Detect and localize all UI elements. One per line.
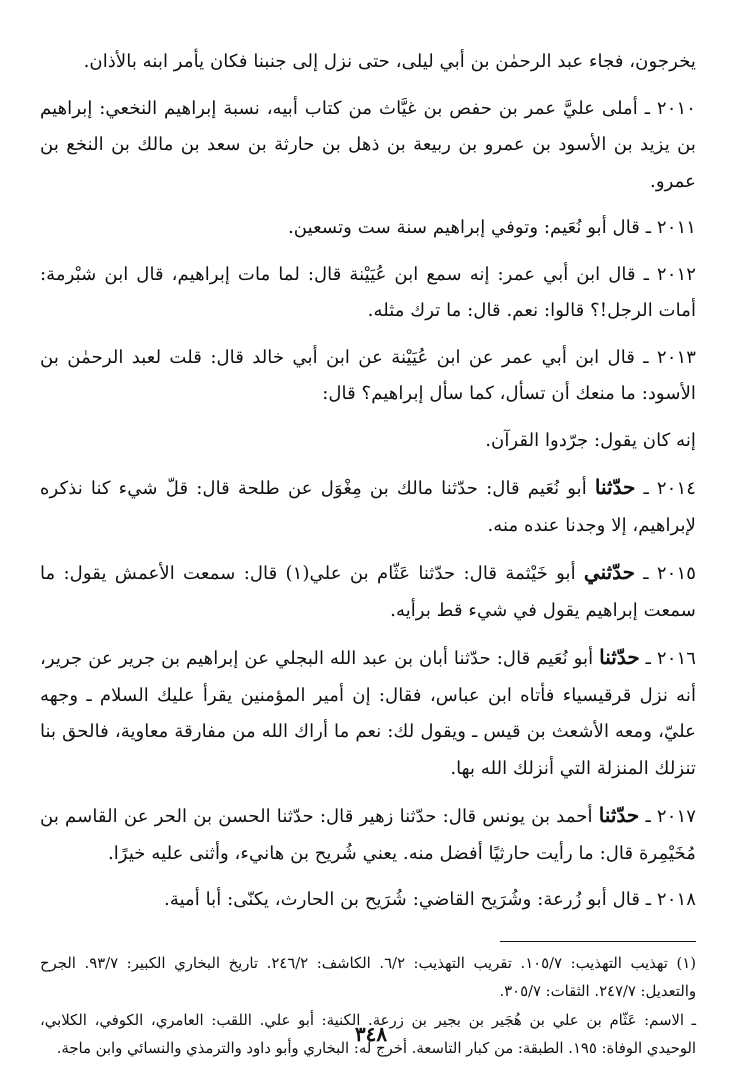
paragraph-continuation [40, 44, 696, 81]
paragraph-text: أبو خَيْثمة قال: حدّثنا عَثّام بن علي(١) قال: سمعت الأعمش يقول: ما سمعت إبراهيم يقول في شيء قط برأيه. [40, 563, 696, 621]
transmission-keyword: حدّثني [583, 560, 636, 584]
paragraph-2014 [40, 469, 696, 544]
transmission-keyword: حدّثنا [598, 803, 640, 827]
paragraph-2017 [40, 797, 696, 872]
paragraph-text: إنه كان يقول: جرّدوا القرآن. [485, 429, 696, 451]
entry-number: ٢٠١٠ ـ [637, 97, 696, 119]
entry-number: ٢٠١٢ ـ [635, 263, 696, 285]
paragraph-2012 [40, 257, 696, 330]
paragraph-text: أبو نُعَيم قال: حدّثنا أبان بن عبد الله البجلي عن إبراهيم بن جرير عن جرير، أنه نزل قرقيسياء فأتاه ابن عباس، فقال: إن أمير المؤمنين يقرأ عليك السلام ـ وجهه عليّ، ومعه الأشعث بن قيس ـ ويقول لك: نعم ما أراك الله من مفارقة معاوية، فالحق بنا تنزلك المنزلة التي أنزلك الله بها. [40, 648, 696, 779]
paragraph-2011 [40, 210, 696, 247]
footnote-divider [500, 941, 696, 942]
transmission-keyword: حدّثنا [594, 475, 636, 499]
paragraph-text: يخرجون، فجاء عبد الرحمٰن بن أبي ليلى، حتى نزل إلى جنبنا فكان يأمر ابنه بالأذان. [83, 51, 696, 72]
paragraph-text: أحمد بن يونس قال: حدّثنا زهير قال: حدّثنا الحسن بن الحر عن القاسم بن مُخَيْمِرة قال: ما رأيت حارثيًا أفضل منه. يعني شُريح بن هانيء، وأثنى عليه خيرًا. [40, 806, 696, 864]
footnote-1: (١) تهذيب التهذيب: ١٠٥/٧. تقريب التهذيب: ٦/٢. الكاشف: ٢٤٦/٢. تاريخ البخاري الكبير: ٩٣/٧. الجرح والتعديل: ٢٤٧/٧. الثقات: ٣٠٥/٧. [40, 954, 696, 1001]
footnotes [40, 950, 696, 1064]
paragraph-2013 [40, 340, 696, 413]
main-text [40, 44, 696, 919]
paragraph-text: قال ابن أبي عمر عن ابن عُيَيْنة عن ابن أبي خالد قال: قلت لعبد الرحمٰن بن الأسود: ما منعك أن تسأل، كما سأل إبراهيم؟ قال: [40, 346, 696, 404]
entry-number: ٢٠١٨ ـ [640, 889, 696, 910]
paragraph-text: قال أبو نُعَيم: وتوفي إبراهيم سنة ست وتسعين. [288, 217, 641, 238]
entry-number: ٢٠١٧ ـ [639, 806, 696, 827]
paragraph-text: قال ابن أبي عمر: إنه سمع ابن عُيَيْنة قال: لما مات إبراهيم، قال ابن شبْرمة: أمات الرجل!؟ قالوا: نعم. قال: ما ترك مثله. [40, 263, 696, 321]
paragraph-2013-quote [40, 423, 696, 460]
entry-number: ٢٠١١ ـ [640, 217, 696, 238]
paragraph-2018 [40, 882, 696, 919]
transmission-keyword: حدّثنا [599, 645, 640, 669]
entry-number: ٢٠١٦ ـ [639, 648, 696, 669]
entry-number: ٢٠١٤ ـ [635, 478, 696, 499]
paragraph-2010 [40, 91, 696, 201]
paragraph-text: قال أبو زُرعة: وشُرَيح القاضي: شُرَيح بن الحارث، يكنّى: أبا أمية. [164, 889, 641, 910]
paragraph-2015 [40, 554, 696, 629]
entry-number: ٢٠١٥ ـ [635, 563, 696, 584]
entry-number: ٢٠١٣ ـ [634, 346, 696, 368]
footnote-1-detail: ـ الاسم: عَثّام بن علي بن هُجَير بن بجير بن زرعة. الكنية: أبو علي. اللقب: العامري، الكوفي، الكلابي، الوحيدي الوفاة: ١٩٥. الطبقة: من كبار التاسعة. أخرج له: البخاري وأبو داود والترمذي والنسائي وابن ماجة. [40, 1011, 696, 1058]
paragraph-2016 [40, 639, 696, 787]
paragraph-text: أبو نُعَيم قال: حدّثنا مالك بن مِغْوَل عن طلحة قال: قلّ شيء كنا نذكره لإبراهيم، إلا وجدنا عنده منه. [40, 478, 696, 536]
paragraph-text: أملى عليَّ عمر بن حفص بن غيَّاث من كتاب أبيه، نسبة إبراهيم النخعي: إبراهيم بن يزيد بن الأسود بن عمرو بن ربيعة بن ذهل بن حارثة بن سعد بن مالك بن النخع بن عمرو. [40, 97, 696, 192]
page-number: ٣٤٨ [354, 1022, 388, 1046]
